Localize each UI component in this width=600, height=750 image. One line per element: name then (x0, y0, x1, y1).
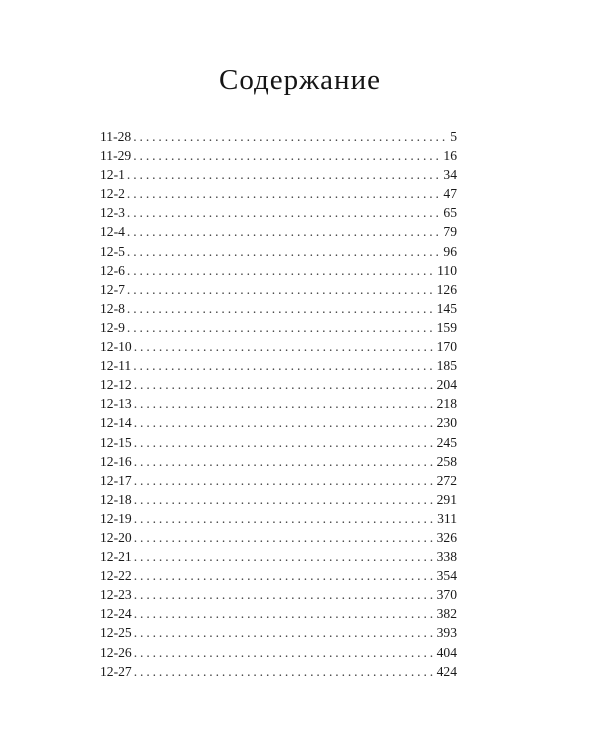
toc-dot-leader (134, 643, 436, 662)
toc-entry[interactable] (100, 356, 457, 375)
toc-dot-leader (127, 280, 436, 299)
toc-entry-page-number: 326 (436, 529, 457, 545)
toc-entry[interactable] (100, 242, 457, 261)
toc-dot-leader (134, 509, 436, 528)
toc-entry-label: 12-2 (100, 186, 125, 202)
toc-entry-page-number: 218 (436, 396, 457, 412)
toc-dot-leader (134, 433, 436, 452)
toc-dot-leader (127, 184, 442, 203)
toc-entry-page-number: 370 (436, 587, 457, 603)
page-title: Содержание (219, 64, 381, 96)
toc-dot-leader (134, 623, 436, 642)
toc-entry-page-number: 96 (443, 243, 457, 259)
toc-dot-leader (134, 394, 436, 413)
toc-dot-leader (134, 566, 436, 585)
toc-entry-page-number: 34 (443, 167, 457, 183)
toc-dot-leader (127, 165, 442, 184)
toc-entry-label: 12-4 (100, 224, 125, 240)
toc-dot-leader (134, 375, 436, 394)
toc-entry-page-number: 382 (436, 606, 457, 622)
toc-entry-page-number: 79 (443, 224, 457, 240)
toc-entry[interactable] (100, 452, 457, 471)
toc-entry-page-number: 338 (436, 549, 457, 565)
toc-entry-label: 12-18 (100, 491, 132, 507)
toc-entry[interactable] (100, 509, 457, 528)
toc-entry-label: 12-15 (100, 434, 132, 450)
toc-entry-page-number: 404 (436, 644, 457, 660)
toc-entry[interactable] (100, 643, 457, 662)
toc-entry-label: 12-12 (100, 377, 132, 393)
toc-entry-label: 12-7 (100, 281, 125, 297)
toc-entry[interactable] (100, 623, 457, 642)
table-of-contents (100, 127, 457, 681)
toc-dot-leader (133, 127, 449, 146)
toc-dot-leader (134, 585, 436, 604)
toc-entry-label: 12-20 (100, 529, 132, 545)
toc-entry-label: 12-19 (100, 510, 132, 526)
toc-entry[interactable] (100, 337, 457, 356)
toc-entry-label: 12-16 (100, 453, 132, 469)
toc-entry-label: 12-5 (100, 243, 125, 259)
toc-entry-label: 12-27 (100, 663, 132, 679)
toc-entry-page-number: 393 (436, 625, 457, 641)
toc-entry-page-number: 65 (443, 205, 457, 221)
toc-dot-leader (127, 299, 436, 318)
toc-entry-label: 12-13 (100, 396, 132, 412)
toc-entry[interactable] (100, 471, 457, 490)
toc-entry-page-number: 245 (436, 434, 457, 450)
toc-entry-label: 12-8 (100, 300, 125, 316)
toc-dot-leader (134, 547, 436, 566)
toc-entry-page-number: 159 (436, 319, 457, 335)
toc-entry[interactable] (100, 490, 457, 509)
toc-entry-label: 12-9 (100, 319, 125, 335)
toc-entry-label: 12-25 (100, 625, 132, 641)
toc-entry-page-number: 204 (436, 377, 457, 393)
toc-entry[interactable] (100, 413, 457, 432)
toc-entry[interactable] (100, 299, 457, 318)
toc-entry-label: 12-10 (100, 339, 132, 355)
toc-entry-label: 12-14 (100, 415, 132, 431)
toc-dot-leader (134, 337, 436, 356)
toc-dot-leader (127, 203, 442, 222)
toc-entry[interactable] (100, 394, 457, 413)
toc-dot-leader (127, 318, 436, 337)
toc-dot-leader (134, 471, 436, 490)
toc-entry-page-number: 291 (436, 491, 457, 507)
toc-entry-page-number: 47 (443, 186, 457, 202)
toc-dot-leader (134, 490, 436, 509)
toc-entry-label: 12-11 (100, 358, 132, 374)
toc-dot-leader (127, 261, 436, 280)
toc-entry-page-number: 258 (436, 453, 457, 469)
toc-entry[interactable] (100, 318, 457, 337)
toc-entry[interactable] (100, 280, 457, 299)
toc-entry-page-number: 354 (436, 568, 457, 584)
toc-entry[interactable] (100, 566, 457, 585)
toc-entry[interactable] (100, 662, 457, 681)
toc-entry-label: 12-6 (100, 262, 125, 278)
toc-dot-leader (133, 146, 442, 165)
toc-entry[interactable] (100, 127, 457, 146)
toc-entry-page-number: 170 (436, 339, 457, 355)
toc-entry[interactable] (100, 433, 457, 452)
toc-entry-page-number: 185 (436, 358, 457, 374)
toc-entry[interactable] (100, 604, 457, 623)
toc-entry[interactable] (100, 528, 457, 547)
toc-entry-page-number: 16 (443, 148, 457, 164)
toc-dot-leader (134, 528, 436, 547)
toc-entry-label: 12-24 (100, 606, 132, 622)
toc-entry[interactable] (100, 146, 457, 165)
toc-entry-label: 11-29 (100, 148, 132, 164)
toc-dot-leader (134, 413, 436, 432)
toc-entry-page-number: 272 (436, 472, 457, 488)
toc-entry-label: 12-23 (100, 587, 132, 603)
toc-entry[interactable] (100, 222, 457, 241)
toc-entry-page-number: 110 (437, 262, 457, 278)
toc-entry[interactable] (100, 547, 457, 566)
toc-entry-page-number: 230 (436, 415, 457, 431)
toc-dot-leader (127, 222, 442, 241)
toc-entry[interactable] (100, 184, 457, 203)
toc-entry-label: 12-3 (100, 205, 125, 221)
toc-dot-leader (134, 662, 436, 681)
toc-entry[interactable] (100, 375, 457, 394)
toc-entry[interactable] (100, 261, 457, 280)
toc-entry[interactable] (100, 203, 457, 222)
toc-entry-label: 11-28 (100, 129, 132, 144)
toc-entry-label: 12-22 (100, 568, 132, 584)
toc-entry-page-number: 145 (436, 300, 457, 316)
toc-dot-leader (133, 356, 435, 375)
toc-entry-page-number: 126 (436, 281, 457, 297)
toc-entry-label: 12-17 (100, 472, 132, 488)
toc-entry[interactable] (100, 165, 457, 184)
toc-entry-page-number: 424 (436, 663, 457, 679)
toc-entry-label: 12-26 (100, 644, 132, 660)
toc-entry-page-number: 311 (437, 510, 457, 526)
toc-dot-leader (127, 242, 442, 261)
toc-dot-leader (134, 452, 436, 471)
toc-dot-leader (134, 604, 436, 623)
toc-entry-page-number: 5 (450, 129, 457, 144)
toc-entry-label: 12-1 (100, 167, 125, 183)
toc-entry-label: 12-21 (100, 549, 132, 565)
toc-entry[interactable] (100, 585, 457, 604)
